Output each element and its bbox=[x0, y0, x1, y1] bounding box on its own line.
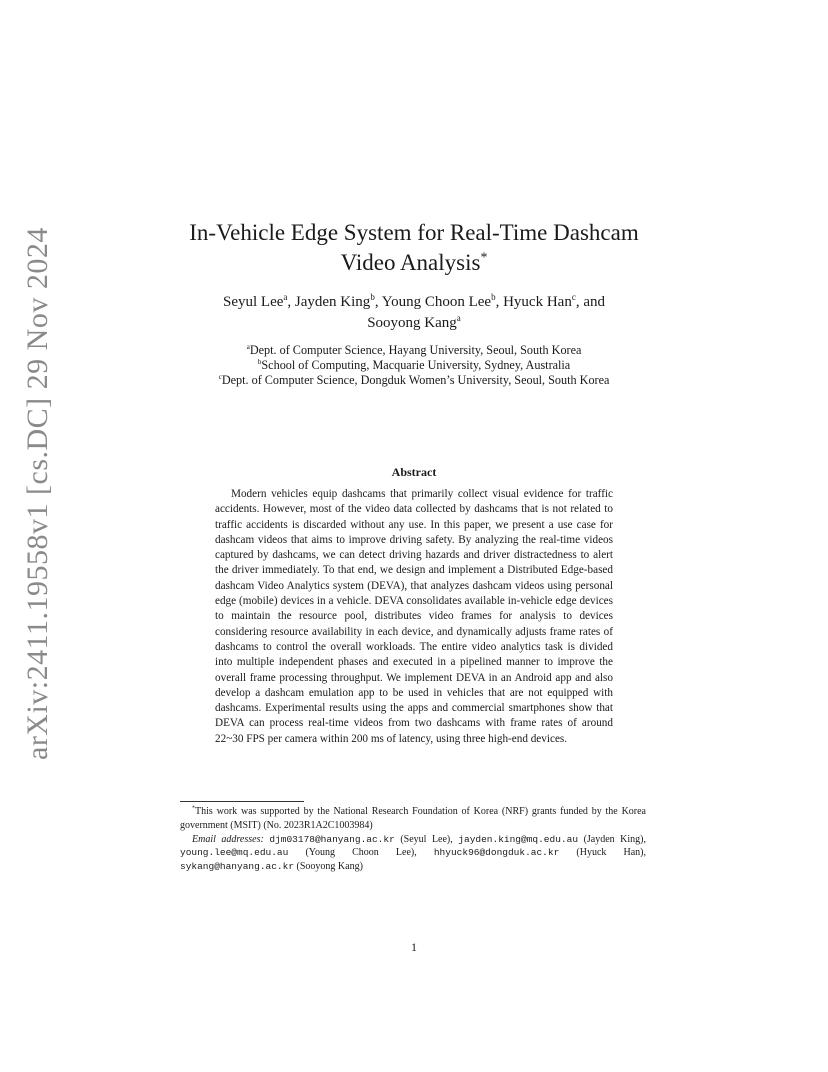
author-name: Young Choon Lee bbox=[381, 294, 492, 310]
affiliation-text: School of Computing, Macquarie University, Sydney, Australia bbox=[261, 358, 571, 372]
footnote-rule bbox=[180, 801, 304, 802]
email-address[interactable]: hhyuck96@dongduk.ac.kr bbox=[433, 847, 560, 859]
author-separator: , and bbox=[575, 294, 605, 310]
email-address[interactable]: sykang@hanyang.ac.kr bbox=[180, 861, 295, 873]
title-line-1: In-Vehicle Edge System for Real-Time Dashcam bbox=[189, 220, 639, 245]
email-owner: (Jayden King) bbox=[583, 833, 644, 845]
email-address[interactable]: young.lee@mq.edu.au bbox=[180, 847, 289, 859]
title-line-2 bbox=[150, 248, 678, 278]
affiliations bbox=[150, 343, 678, 388]
arxiv-sidebar-stamp bbox=[18, 227, 58, 760]
email-footnote bbox=[180, 833, 646, 874]
email-owner: (Sooyong Kang) bbox=[296, 861, 363, 873]
author-affil-mark: b bbox=[491, 292, 496, 302]
author-name: Hyuck Han bbox=[503, 294, 572, 310]
email-separator: , bbox=[414, 847, 434, 859]
affiliation-mark: a bbox=[246, 341, 250, 351]
arxiv-identifier: arXiv:2411.19558v1 [cs.DC] 29 Nov 2024 bbox=[21, 227, 54, 760]
author bbox=[295, 294, 382, 310]
email-owner: (Hyuck Han) bbox=[576, 847, 644, 859]
author-separator: , bbox=[495, 294, 504, 310]
author-separator: , bbox=[287, 294, 295, 310]
author bbox=[223, 294, 295, 310]
author-name: Seyul Lee bbox=[223, 294, 284, 310]
affiliation-text: Dept. of Computer Science, Dongduk Women’s University, Seoul, South Korea bbox=[221, 373, 610, 387]
funding-text: This work was supported by the National Research Foundation of Korea (NRF) grants funded by the Korea government (MSIT) (No. 2023R1A2C1003984) bbox=[180, 806, 646, 831]
funding-footnote-mark: * bbox=[192, 805, 195, 812]
author bbox=[367, 315, 461, 331]
affiliation-mark: c bbox=[218, 371, 222, 381]
author-list bbox=[150, 292, 678, 334]
email-address[interactable]: jayden.king@mq.edu.au bbox=[458, 833, 579, 845]
email-address[interactable]: djm03178@hanyang.ac.kr bbox=[269, 833, 395, 845]
title-footnote-mark: * bbox=[480, 249, 488, 265]
email-owner: (Seyul Lee) bbox=[400, 833, 451, 845]
page-number: 1 bbox=[411, 940, 417, 954]
email-label: Email addresses: bbox=[192, 833, 264, 845]
funding-footnote bbox=[180, 805, 646, 833]
author bbox=[503, 294, 605, 310]
author-name: Jayden King bbox=[294, 294, 371, 310]
email-separator: , bbox=[643, 847, 647, 859]
author-name: Sooyong Kang bbox=[367, 315, 457, 331]
author-affil-mark: a bbox=[456, 313, 461, 323]
email-owner: (Young Choon Lee) bbox=[305, 847, 415, 859]
email-separator: , bbox=[450, 833, 459, 845]
affiliation-b bbox=[150, 358, 678, 373]
email-separator: , bbox=[643, 833, 647, 845]
abstract-heading: Abstract bbox=[391, 465, 437, 479]
affiliation-c bbox=[150, 373, 678, 388]
author-affil-mark: b bbox=[370, 292, 375, 302]
affiliation-mark: b bbox=[257, 356, 262, 366]
title-line-2-text: Video Analysis bbox=[340, 250, 481, 275]
author bbox=[382, 294, 503, 310]
author-separator: , bbox=[374, 294, 382, 310]
affiliation-text: Dept. of Computer Science, Hayang University, Seoul, South Korea bbox=[249, 343, 582, 357]
abstract-body: Modern vehicles equip dashcams that primarily collect visual evidence for traffic accidents. However, most of the video data collected by dashcams that is not related to traffic accidents is discarded without any use. In this paper, we present a use case for dashcam videos that aims to improve driving safety. By analyzing the real-time videos captured by dashcams, we can detect driving hazards and driver distractedness to alert the driver immediately. To that end, we design and implement a Distributed Edge-based dashcam Video Analytics system (DEVA), that analyzes dashcam videos using personal edge (mobile) devices in a vehicle. DEVA consolidates available in-vehicle edge devices to maintain the resource pool, distributes video frames for analysis to devices considering resource availability in each device, and dynamically adjusts frame rates of dashcams to control the overall workloads. The entire video analytics task is divided into multiple independent phases and executed in a pipelined manner to improve the overall frame processing throughput. We implement DEVA in an Android app and also develop a dashcam emulation app to be used in vehicles that are not equipped with dashcams. Experimental results using the apps and commercial smartphones show that DEVA can process real-time videos from two dashcams with frame rates of around 22~30 FPS per camera within 200 ms of latency, using three high-end devices. bbox=[215, 488, 613, 745]
affiliation-a bbox=[150, 343, 678, 358]
author-affil-mark: a bbox=[283, 292, 288, 302]
footnotes bbox=[180, 805, 646, 874]
author-affil-mark: c bbox=[571, 292, 576, 302]
paper-title bbox=[150, 218, 678, 278]
